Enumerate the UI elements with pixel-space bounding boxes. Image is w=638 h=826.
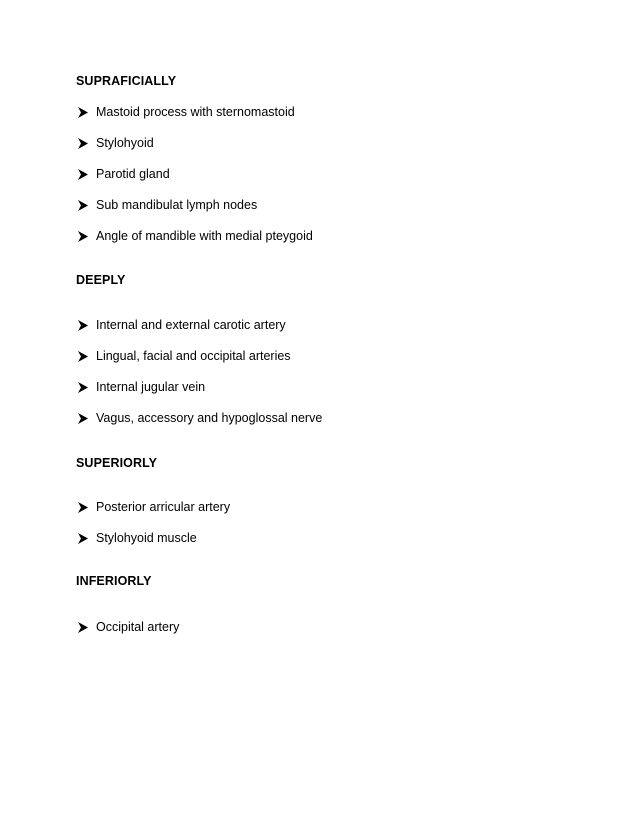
- list-item-text: Occipital artery: [96, 620, 180, 634]
- section-heading-superiorly: SUPERIORLY: [76, 456, 158, 470]
- list-item-text: Internal and external carotic artery: [96, 318, 286, 332]
- list-item: [78, 620, 179, 635]
- list-item: [78, 136, 154, 151]
- arrowhead-bullet-icon: [78, 105, 96, 120]
- list-item: [78, 198, 257, 213]
- arrowhead-bullet-icon: [78, 531, 96, 546]
- arrowhead-bullet-icon: [78, 620, 96, 635]
- list-item: [78, 167, 170, 182]
- list-item: [78, 411, 322, 426]
- arrowhead-bullet-icon: [78, 229, 96, 244]
- list-item: [78, 531, 197, 546]
- list-item-text: Vagus, accessory and hypoglossal nerve: [96, 411, 323, 425]
- list-item: [78, 349, 291, 364]
- arrowhead-bullet-icon: [78, 500, 96, 515]
- list-item-text: Angle of mandible with medial pteygoid: [96, 229, 313, 243]
- list-item-text: Lingual, facial and occipital arteries: [96, 349, 291, 363]
- arrowhead-bullet-icon: [78, 318, 96, 333]
- arrowhead-bullet-icon: [78, 136, 96, 151]
- list-item-text: Internal jugular vein: [96, 380, 206, 394]
- list-item-text: Mastoid process with sternomastoid: [96, 105, 295, 119]
- list-item-text: Stylohyoid muscle: [96, 531, 197, 545]
- section-heading-inferiorly: INFERIORLY: [76, 574, 152, 588]
- list-item-text: Sub mandibulat lymph nodes: [96, 198, 258, 212]
- list-item: [78, 318, 286, 333]
- arrowhead-bullet-icon: [78, 349, 96, 364]
- arrowhead-bullet-icon: [78, 411, 96, 426]
- list-item-text: Posterior arricular artery: [96, 500, 231, 514]
- list-item: [78, 500, 230, 515]
- list-item-text: Stylohyoid: [96, 136, 154, 150]
- section-heading-supraficially: SUPRAFICIALLY: [76, 74, 177, 88]
- arrowhead-bullet-icon: [78, 380, 96, 395]
- list-item: [78, 380, 205, 395]
- list-item: [78, 229, 313, 244]
- list-item-text: Parotid gland: [96, 167, 170, 181]
- arrowhead-bullet-icon: [78, 167, 96, 182]
- arrowhead-bullet-icon: [78, 198, 96, 213]
- section-heading-deeply: DEEPLY: [76, 273, 126, 287]
- list-item: [78, 105, 295, 120]
